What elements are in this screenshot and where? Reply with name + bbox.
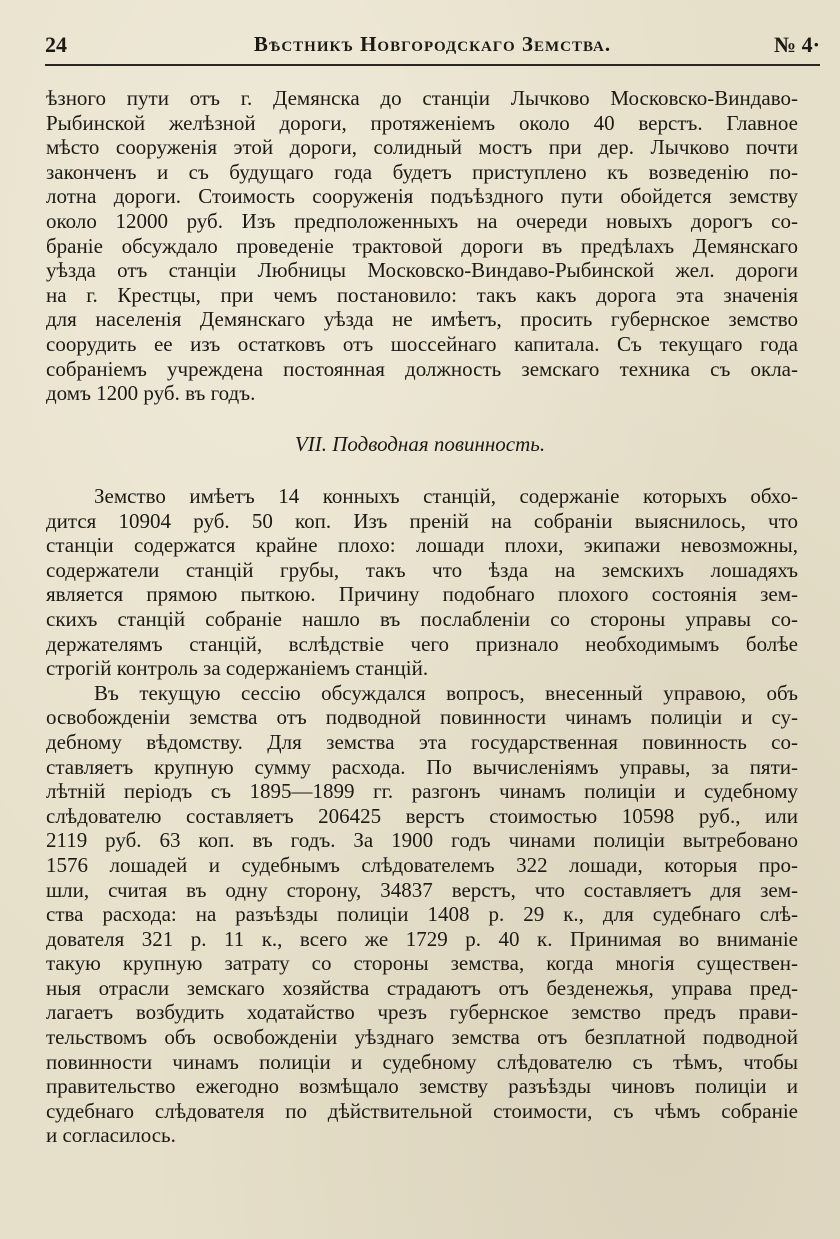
running-title: Вѣстникъ Новгородскаго Земства.	[253, 32, 612, 56]
header-rule	[45, 64, 820, 66]
text-line: скихъ станцій собраніе нашло въ послабленіи со стороны управы со-	[46, 606, 798, 631]
text-line: Въ текущую сессію обсуждался вопросъ, внесенный управою, объ	[94, 680, 798, 705]
text-line: дователя 321 р. 11 к., всего же 1729 р. 40 к. Принимая во вниманіе	[46, 926, 798, 951]
page-header	[45, 32, 820, 60]
text-line: браніе обсуждало проведеніе трактовой дороги въ предѣлахъ Демянскаго	[46, 233, 798, 258]
text-line: правительство ежегодно возмѣщало земству разъѣзды чиновъ полиціи и	[46, 1074, 798, 1099]
text-line: 2119 руб. 63 коп. въ годъ. За 1900 годъ чинами полиціи вытребовано	[46, 828, 798, 853]
page-number: 24	[45, 32, 67, 57]
text-line: повинности чинамъ полиціи и судебному слѣдователю съ тѣмъ, чтобы	[46, 1049, 798, 1074]
text-line: ныя отрасли земскаго хозяйства страдаютъ отъ безденежья, управа пред-	[46, 975, 798, 1000]
text-line: лагаетъ возбудить ходатайство чрезъ губернское земство предъ прави-	[46, 1000, 798, 1025]
text-line: законченъ и съ будущаго года будетъ приступлено къ возведенію по-	[46, 159, 798, 184]
text-line: лѣтній періодъ съ 1895—1899 гг. разгонъ чинамъ полиціи и судебному	[46, 779, 798, 804]
text-line: Рыбинской желѣзной дороги, протяженіемъ около 40 верстъ. Главное	[46, 110, 798, 135]
text-line: дебному вѣдомству. Для земства эта государственная повинность со-	[46, 729, 798, 754]
text-line: мѣсто сооруженія этой дороги, солидный мостъ при дер. Лычково почти	[46, 135, 798, 160]
text-line: такую крупную затрату со стороны земства, когда многія существен-	[46, 951, 798, 976]
text-line: судебнаго слѣдователя по дѣйствительной стоимости, съ чѣмъ собраніе	[46, 1098, 798, 1123]
text-line: лотна дороги. Стоимость сооруженія подъѣздного пути обойдется земству	[46, 184, 798, 209]
text-line: станціи содержатся крайне плохо: лошади плохи, экипажи невозможны,	[46, 533, 798, 558]
text-line: ства расхода: на разъѣзды полиціи 1408 р. 29 к., для судебнаго слѣ-	[46, 902, 798, 927]
text-line: является прямою пыткою. Причину подобнаго плохого состоянія зем-	[46, 582, 798, 607]
paragraph-stations	[46, 484, 798, 1148]
text-line: для населенія Демянскаго уѣзда не имѣетъ, просить губернское земство	[46, 307, 798, 332]
text-line: слѣдователю составляетъ 206425 верстъ стоимостью 10598 руб., или	[46, 803, 798, 828]
text-line: тельствомъ объ освобожденіи уѣзднаго земства отъ безплатной подводной	[46, 1025, 798, 1050]
text-line: освобожденіи земства отъ подводной повинности чинамъ полиціи и су-	[46, 705, 798, 730]
text-line: около 12000 руб. Изъ предположенныхъ на очереди новыхъ дорогъ со-	[46, 208, 798, 233]
text-line: 1576 лошадей и судебнымъ слѣдователемъ 322 лошади, которыя про-	[46, 852, 798, 877]
text-line: строгій контроль за содержаніемъ станцій.	[46, 656, 429, 681]
text-line: содержатели станцій грубы, такъ что ѣзда на земскихъ лошадяхъ	[46, 557, 798, 582]
text-line: на г. Крестцы, при чемъ постановило: такъ какъ дорога эта значенія	[46, 282, 798, 307]
text-line: домъ 1200 руб. въ годъ.	[46, 381, 256, 406]
text-line: соорудить ее изъ остатковъ отъ шоссейнаго капитала. Съ текущаго года	[46, 331, 798, 356]
issue-number: № 4·	[774, 32, 820, 57]
text-line: дится 10904 руб. 50 коп. Изъ преній на собраніи выяснилось, что	[46, 508, 798, 533]
text-line: ставляетъ крупную сумму расхода. По вычисленіямъ управы, за пяти-	[46, 754, 798, 779]
text-line: Земство имѣетъ 14 конныхъ станцій, содержаніе которыхъ обхо-	[94, 484, 798, 508]
text-line: шли, считая въ одну сторону, 34837 верстъ, что составляетъ для зем-	[46, 877, 798, 902]
text-line: и согласилось.	[46, 1123, 176, 1148]
text-line: уѣзда отъ станціи Любницы Московско-Виндаво-Рыбинской жел. дороги	[46, 258, 798, 283]
paragraph-roads	[46, 86, 798, 406]
text-line: держателямъ станцій, вслѣдствіе чего признало необходимымъ болѣе	[46, 631, 798, 656]
text-line: собраніемъ учреждена постоянная должность земскаго техника съ окла-	[46, 356, 798, 381]
text-line: ѣзного пути отъ г. Демянска до станціи Лычково Московско-Виндаво-	[46, 86, 798, 110]
section-heading: VII. Подводная повинность.	[294, 432, 546, 456]
